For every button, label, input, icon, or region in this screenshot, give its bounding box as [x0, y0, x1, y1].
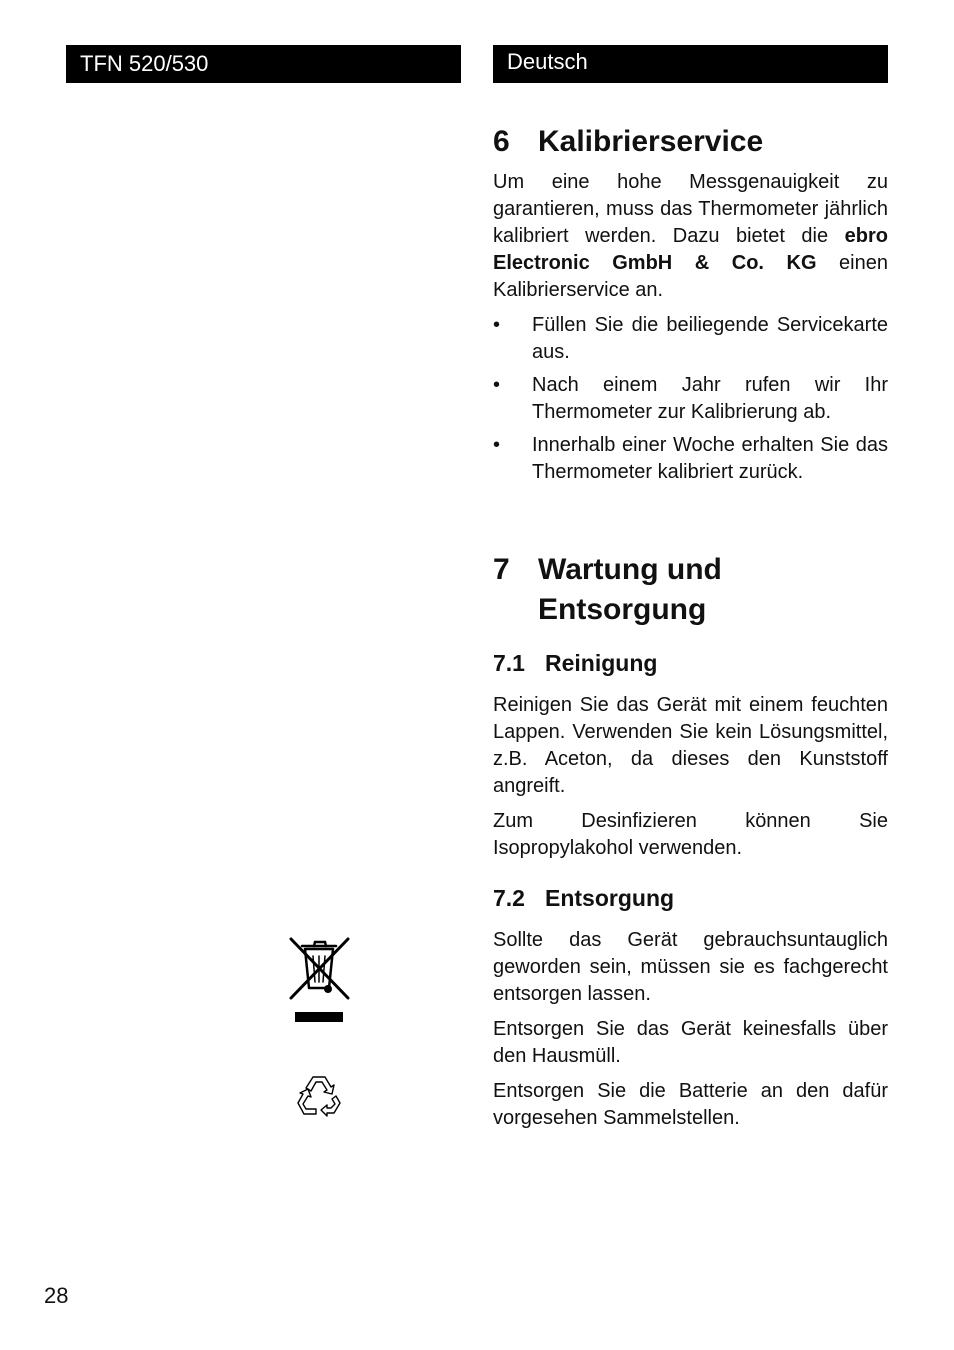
page-number: 28 [44, 1283, 69, 1308]
header-language-label [493, 45, 888, 83]
subsection-7-2-title: Entsorgung [545, 885, 675, 911]
header-model-label [66, 45, 461, 83]
section-calibration [493, 122, 888, 492]
language-name: Deutsch [507, 49, 588, 74]
recycling-icon [294, 1072, 344, 1118]
calibration-steps-list [493, 312, 888, 486]
section-maintenance [493, 550, 888, 630]
section-7-heading [493, 550, 888, 630]
company-name: ebro Electronic GmbH & Co. KG [493, 225, 888, 274]
list-item [493, 432, 888, 486]
list-item-text: Nach einem Jahr rufen wir Ihr Thermometer zur Kalibrierung ab. [532, 374, 888, 423]
subsection-7-2-heading [493, 883, 888, 913]
intro-text-1: Um eine hohe Messgenauigkeit zu garantieren, muss das Thermometer jährlich kalibriert werden. Dazu bietet die [493, 171, 888, 247]
section-6-heading [493, 122, 888, 162]
list-item-text: Füllen Sie die beiliegende Servicekarte aus. [532, 314, 888, 363]
disposal-paragraph-1: Sollte das Gerät gebrauchsuntauglich geworden sein, müssen sie es fachgerecht entsorgen lassen. [493, 929, 888, 1005]
subsection-7-1-heading [493, 648, 888, 678]
subsection-disposal [493, 883, 888, 1140]
section-7-number: 7 [493, 553, 510, 586]
list-item-text: Innerhalb einer Woche erhalten Sie das Thermometer kalibriert zurück. [532, 434, 888, 483]
subsection-7-1-title: Reinigung [545, 650, 658, 676]
subsection-7-1-number: 7.1 [493, 650, 525, 676]
intro-text-2: einen Kalibrierservice an. [493, 252, 888, 301]
section-7-title: Wartung und Entsorgung [538, 553, 722, 626]
subsection-cleaning [493, 648, 888, 870]
subsection-7-2-number: 7.2 [493, 885, 525, 911]
disposal-paragraph-3: Entsorgen Sie die Batterie an den dafür vorgesehen Sammelstellen. [493, 1080, 888, 1129]
bullet-symbol: • [493, 374, 501, 396]
bullet-symbol: • [493, 314, 501, 336]
bullet-symbol: • [493, 434, 501, 456]
calibration-intro [493, 169, 888, 304]
crossed-out-bin-icon [288, 934, 352, 1026]
section-6-number: 6 [493, 125, 510, 158]
cleaning-paragraph-1: Reinigen Sie das Gerät mit einem feuchten Lappen. Verwenden Sie kein Lösungsmittel, z.B. Aceton, da dieses den Kunststoff angreift. [493, 694, 888, 797]
model-name: TFN 520/530 [80, 51, 209, 76]
disposal-paragraph-2: Entsorgen Sie das Gerät keinesfalls über den Hausmüll. [493, 1018, 888, 1067]
list-item [493, 372, 888, 426]
section-6-title: Kalibrierservice [538, 125, 764, 158]
list-item [493, 312, 888, 366]
cleaning-paragraph-2: Zum Desinfizieren können Sie Isopropylakohol verwenden. [493, 810, 888, 859]
